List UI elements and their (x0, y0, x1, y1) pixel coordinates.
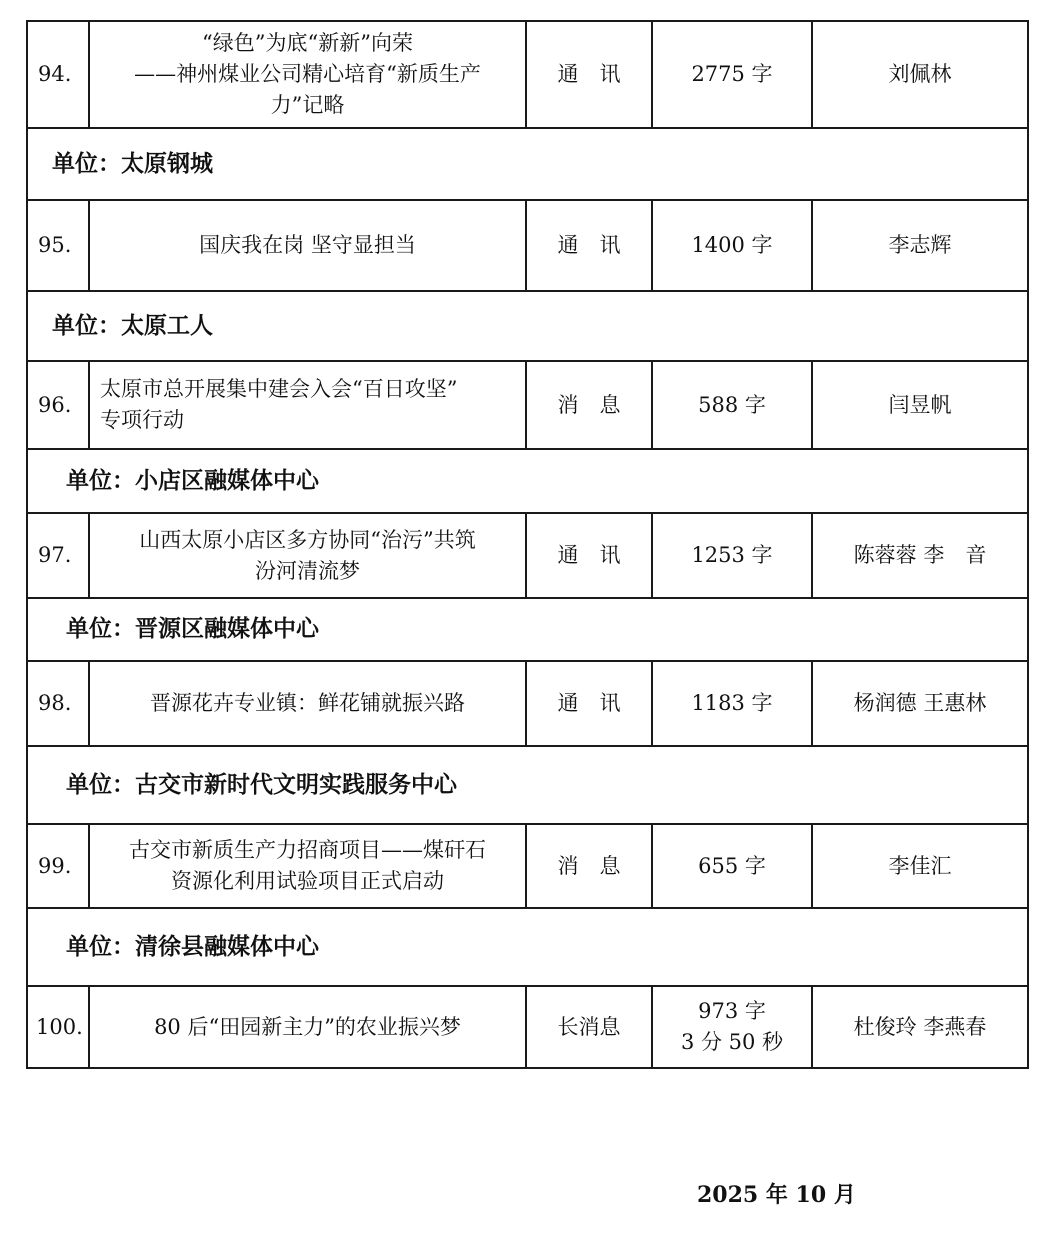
entry-number: 95. (27, 200, 89, 291)
unit-header-row (27, 598, 1028, 661)
unit-label: 单位：小店区融媒体中心 (27, 449, 1028, 513)
entry-length: 1400 字 (652, 200, 812, 291)
entry-length: 655 字 (652, 824, 812, 908)
entry-type: 通 讯 (526, 513, 652, 598)
awards-table (26, 20, 1029, 1069)
table-row (27, 661, 1028, 746)
unit-label: 单位：太原工人 (27, 291, 1028, 361)
entry-title: 80 后“田园新主力”的农业振兴梦 (89, 986, 526, 1068)
unit-label: 单位：清徐县融媒体中心 (27, 908, 1028, 986)
entry-number: 94. (27, 21, 89, 128)
unit-header-row (27, 746, 1028, 824)
entry-length: 1253 字 (652, 513, 812, 598)
unit-header-row (27, 291, 1028, 361)
entry-authors: 陈蓉蓉 李 音 (812, 513, 1028, 598)
entry-authors: 刘佩林 (812, 21, 1028, 128)
entry-type: 通 讯 (526, 661, 652, 746)
entry-number: 97. (27, 513, 89, 598)
entry-number: 96. (27, 361, 89, 449)
entry-title: 太原市总开展集中建会入会“百日攻坚” 专项行动 (89, 361, 526, 449)
unit-header-row (27, 449, 1028, 513)
entry-authors: 杜俊玲 李燕春 (812, 986, 1028, 1068)
entry-type: 消 息 (526, 824, 652, 908)
unit-label: 单位：晋源区融媒体中心 (27, 598, 1028, 661)
entry-number: 100. (27, 986, 89, 1068)
entry-number: 98. (27, 661, 89, 746)
entry-title: 山西太原小店区多方协同“治污”共筑 汾河清流梦 (89, 513, 526, 598)
table-row (27, 361, 1028, 449)
entry-authors: 闫昱帆 (812, 361, 1028, 449)
entry-number: 99. (27, 824, 89, 908)
entry-length: 1183 字 (652, 661, 812, 746)
entry-authors: 李佳汇 (812, 824, 1028, 908)
entry-length: 588 字 (652, 361, 812, 449)
unit-header-row (27, 908, 1028, 986)
document-date: 2025 年 10 月 (697, 1182, 856, 1208)
entry-type: 通 讯 (526, 21, 652, 128)
entry-type: 通 讯 (526, 200, 652, 291)
entry-title: “绿色”为底“新新”向荣 ——神州煤业公司精心培育“新质生产 力”记略 (89, 21, 526, 128)
table-row (27, 986, 1028, 1068)
table-row (27, 824, 1028, 908)
table-row (27, 513, 1028, 598)
entry-title: 国庆我在岗 坚守显担当 (89, 200, 526, 291)
entry-title: 古交市新质生产力招商项目——煤矸石 资源化利用试验项目正式启动 (89, 824, 526, 908)
entry-type: 消 息 (526, 361, 652, 449)
table-row (27, 21, 1028, 128)
entry-type: 长消息 (526, 986, 652, 1068)
entry-title: 晋源花卉专业镇：鲜花铺就振兴路 (89, 661, 526, 746)
unit-label: 单位：古交市新时代文明实践服务中心 (27, 746, 1028, 824)
entry-authors: 李志辉 (812, 200, 1028, 291)
entry-authors: 杨润德 王惠林 (812, 661, 1028, 746)
entry-length: 973 字 3 分 50 秒 (652, 986, 812, 1068)
unit-label: 单位：太原钢城 (27, 128, 1028, 200)
unit-header-row (27, 128, 1028, 200)
entry-length: 2775 字 (652, 21, 812, 128)
table-row (27, 200, 1028, 291)
